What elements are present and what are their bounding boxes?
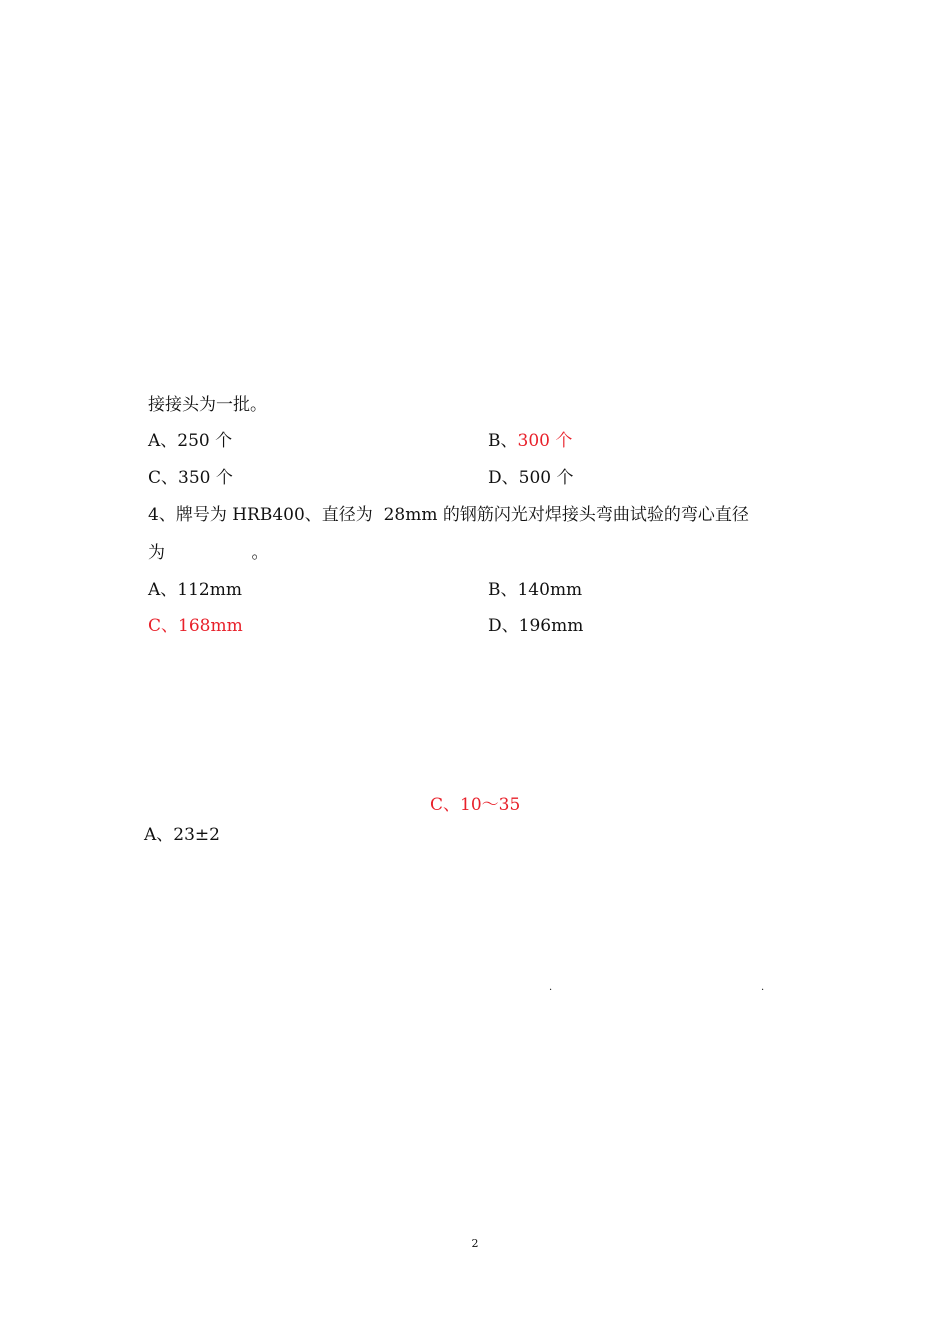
q3-option-d: D、500 个 xyxy=(488,468,574,488)
page-number: 2 xyxy=(471,1237,479,1250)
q4-stem-line2: 为 。 xyxy=(148,543,269,563)
q4-option-d: D、196mm xyxy=(488,616,584,636)
q4-option-a: A、112mm xyxy=(148,580,242,600)
q4-stem-line1: 4、牌号为 HRB400、直径为 28mm 的钢筋闪光对焊接头弯曲试验的弯心直径 xyxy=(148,505,749,525)
q3-option-b xyxy=(488,430,572,452)
q3-option-a: A、250 个 xyxy=(148,431,233,451)
q3-option-b-answer: 300 个 xyxy=(517,431,573,451)
q3-option-b-prefix: B、 xyxy=(488,431,518,451)
stray-dot-1: . xyxy=(549,982,553,993)
q3-option-c: C、350 个 xyxy=(148,468,233,488)
fragment-option-a: A、23±2 xyxy=(144,825,220,845)
fragment-option-c: C、10～35 xyxy=(430,795,521,815)
q4-option-c: C、168mm xyxy=(148,616,243,636)
q4-option-b: B、140mm xyxy=(488,580,583,600)
q3-continuation: 接接头为一批。 xyxy=(148,395,267,415)
stray-dot-2: . xyxy=(761,982,765,993)
